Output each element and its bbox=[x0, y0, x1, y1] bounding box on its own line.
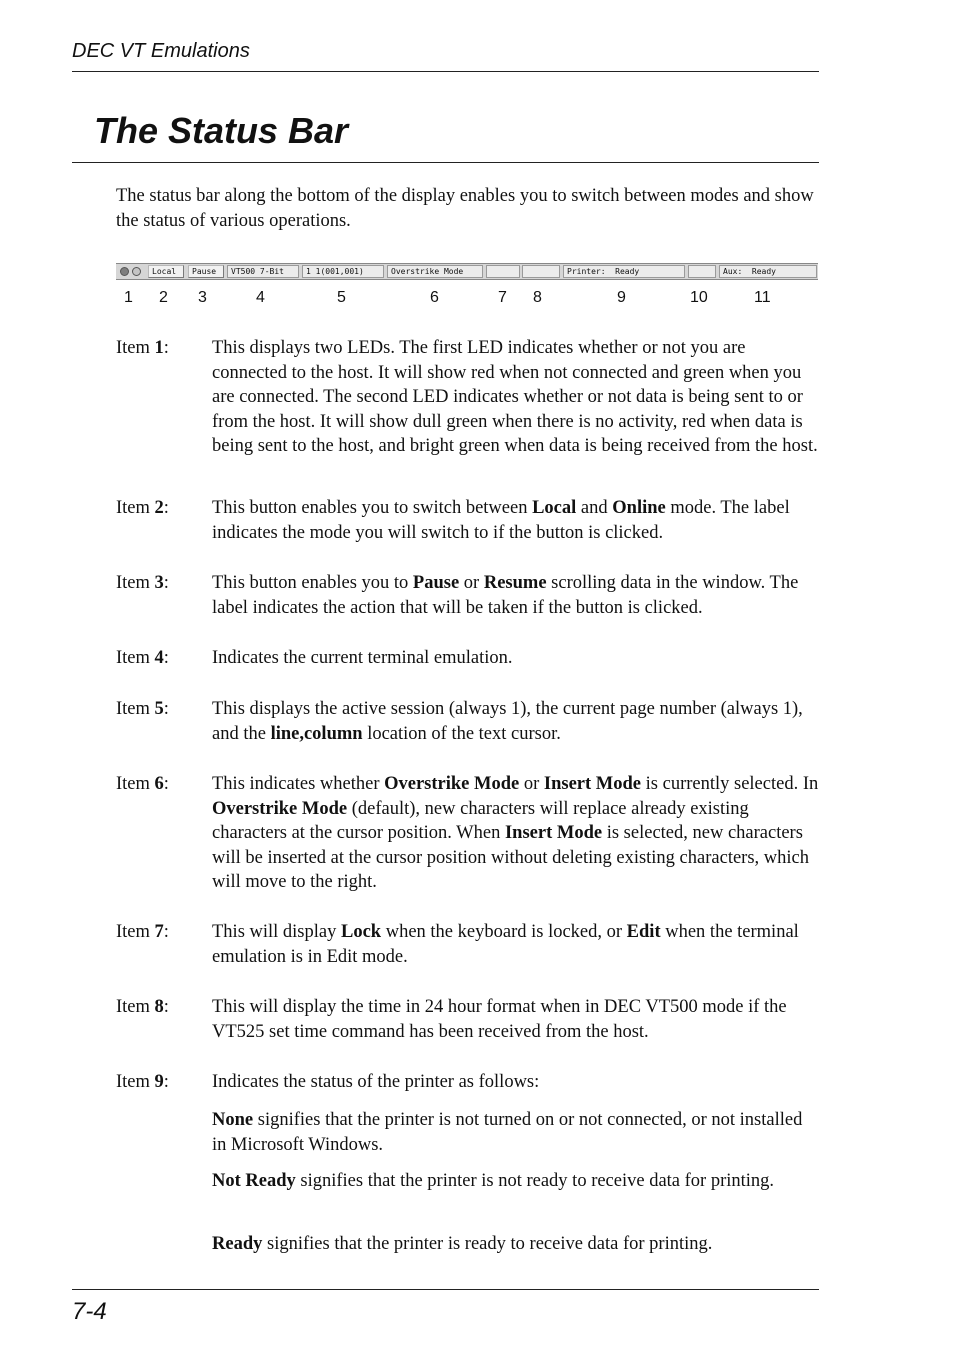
page-number: 7-4 bbox=[72, 1298, 107, 1325]
item-label: Item 9: bbox=[116, 1072, 169, 1092]
callout-number: 4 bbox=[256, 289, 265, 306]
item-label: Item 3: bbox=[116, 573, 169, 593]
callout-number: 1 bbox=[124, 289, 133, 306]
item-label: Item 8: bbox=[116, 997, 169, 1017]
item-description: Indicates the status of the printer as follows: bbox=[212, 1072, 540, 1092]
item-label: Item 1: bbox=[116, 338, 169, 358]
insert-mode-field: Overstrike Mode bbox=[387, 265, 483, 278]
local-online-button[interactable]: Local bbox=[148, 265, 184, 278]
callout-number: 2 bbox=[159, 289, 168, 306]
lock-edit-field bbox=[486, 265, 520, 278]
item-description: This will display the time in 24 hour format when in DEC VT500 mode if the VT525 set time command has been received from the host. bbox=[212, 997, 787, 1042]
item-label: Item 4: bbox=[116, 648, 169, 668]
callout-number: 7 bbox=[498, 289, 507, 306]
header-rule bbox=[72, 71, 819, 72]
item-label: Item 2: bbox=[116, 498, 169, 518]
session-position-field: 1 1(001,001) bbox=[302, 265, 384, 278]
intro-paragraph: The status bar along the bottom of the display enables you to switch between modes and show the status of various operations. bbox=[116, 186, 814, 231]
page-title: The Status Bar bbox=[94, 110, 349, 151]
printer-status-ready: Ready signifies that the printer is ready to receive data for printing. bbox=[212, 1234, 713, 1254]
item-description: This indicates whether Overstrike Mode or Insert Mode is currently selected. In Overstrike Mode (default), new characters will replace already existing characters at the cursor position. When Insert Mode is selected, new characters will be inserted at the cursor position without deleting existing characters, which will move to the right. bbox=[212, 774, 819, 892]
time-field bbox=[522, 265, 560, 278]
item-description: This displays two LEDs. The first LED indicates whether or not you are connected to the host. It will show red when not connected and green when you are connected. The second LED indicates whether or not data is being sent to or from the host. It will show dull green when there is no activity, red when data is being sent to the host, and bright green when data is being received from the host. bbox=[212, 338, 818, 456]
item-description: This will display Lock when the keyboard is locked, or Edit when the terminal emulation is in Edit mode. bbox=[212, 922, 799, 967]
title-rule bbox=[72, 162, 819, 163]
printer-status-none: None signifies that the printer is not turned on or not connected, or not installed in Microsoft Windows. bbox=[212, 1110, 803, 1155]
item-label: Item 6: bbox=[116, 774, 169, 794]
callout-number: 5 bbox=[337, 289, 346, 306]
status-bar-illustration bbox=[116, 263, 818, 280]
printer-status-field: Printer: Ready bbox=[563, 265, 685, 278]
item-description: This button enables you to switch between Local and Online mode. The label indicates the mode you will switch to if the button is clicked. bbox=[212, 498, 790, 543]
callout-number: 3 bbox=[198, 289, 207, 306]
pause-resume-button[interactable]: Pause bbox=[188, 265, 224, 278]
emulation-field: VT500 7-Bit bbox=[227, 265, 299, 278]
callout-number: 11 bbox=[754, 289, 771, 306]
item-description: This button enables you to Pause or Resume scrolling data in the window. The label indicates the action that will be taken if the button is clicked. bbox=[212, 573, 799, 618]
callout-number: 8 bbox=[533, 289, 542, 306]
connection-led-icon bbox=[120, 267, 129, 276]
printer-status-not-ready: Not Ready signifies that the printer is not ready to receive data for printing. bbox=[212, 1171, 775, 1191]
callout-number: 10 bbox=[690, 289, 708, 306]
running-header: DEC VT Emulations bbox=[72, 40, 250, 62]
item-label: Item 7: bbox=[116, 922, 169, 942]
item-label: Item 5: bbox=[116, 699, 169, 719]
aux-status-field: Aux: Ready bbox=[719, 265, 817, 278]
activity-led-icon bbox=[132, 267, 141, 276]
callout-number: 6 bbox=[430, 289, 439, 306]
footer-rule bbox=[72, 1289, 819, 1290]
callout-number: 9 bbox=[617, 289, 626, 306]
item-description: Indicates the current terminal emulation. bbox=[212, 648, 513, 668]
item-description: This displays the active session (always 1), the current page number (always 1), and the line,column location of the text cursor. bbox=[212, 699, 803, 744]
blank-field bbox=[688, 265, 716, 278]
